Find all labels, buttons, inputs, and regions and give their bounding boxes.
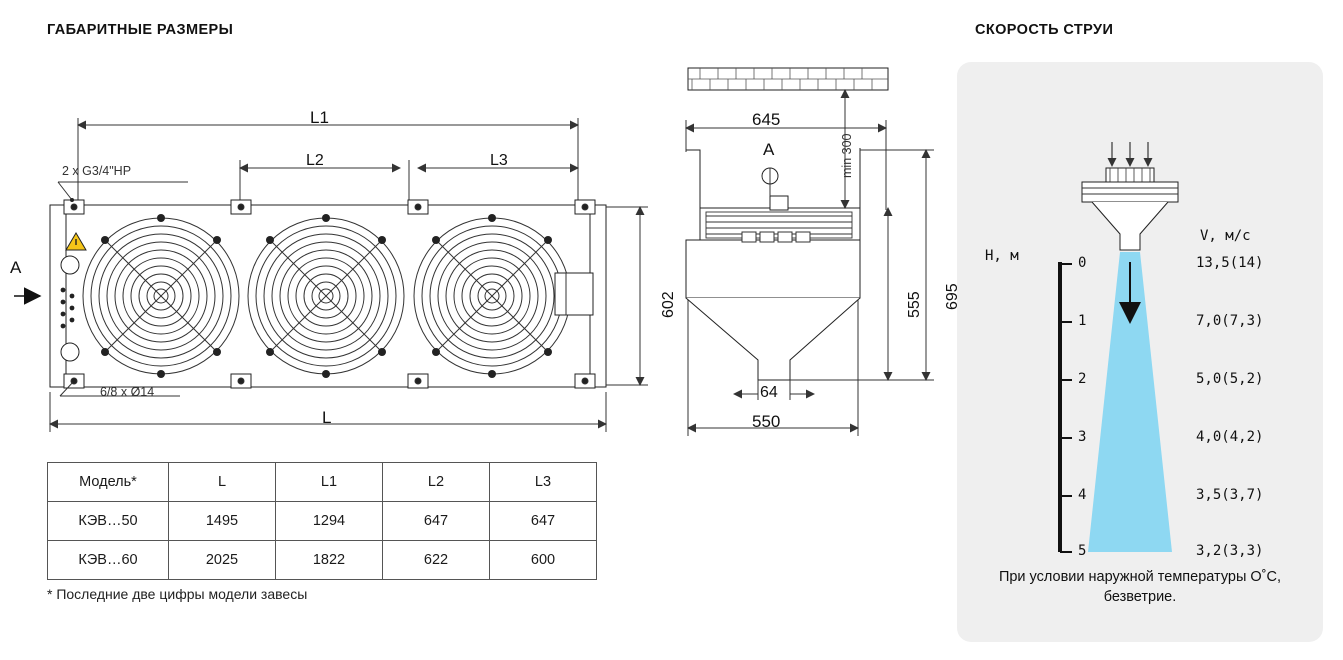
table-row [48, 541, 597, 580]
jet-h-tick-5: 5 [1078, 543, 1087, 559]
cell-l3: 647 [490, 502, 597, 541]
jet-v-value-4: 3,5(3,7) [1196, 487, 1264, 503]
table-row [48, 502, 597, 541]
label-height-695: 695 [944, 283, 961, 310]
jet-v-value-0: 13,5(14) [1196, 255, 1264, 271]
table-header-l1: L1 [276, 463, 383, 502]
cell-l1: 1294 [276, 502, 383, 541]
jet-conditions-note: При условии наружной температуры О˚С, безветрие. [998, 569, 1282, 605]
label-base-550: 550 [752, 412, 781, 431]
label-width-645: 645 [752, 110, 781, 129]
dimensions-table [47, 462, 597, 580]
jet-h-tick-4: 4 [1078, 487, 1087, 503]
table-header-model: Модель* [48, 463, 169, 502]
table-header-l3: L3 [490, 463, 597, 502]
jet-h-tick-3: 3 [1078, 429, 1087, 445]
jet-v-value-2: 5,0(5,2) [1196, 371, 1264, 387]
label-ports: 2 x G3/4"HP [62, 164, 132, 178]
label-L2: L2 [306, 152, 324, 169]
cell-model: КЭВ…60 [48, 541, 169, 580]
jet-v-value-3: 4,0(4,2) [1196, 429, 1264, 445]
dimensions-section-title: ГАБАРИТНЫЕ РАЗМЕРЫ [47, 22, 234, 38]
label-L1: L1 [310, 108, 329, 127]
cell-model: КЭВ…50 [48, 502, 169, 541]
cell-l2: 622 [383, 541, 490, 580]
jet-axis-h-label: H, м [985, 248, 1019, 264]
jet-h-tick-2: 2 [1078, 371, 1087, 387]
jet-v-value-5: 3,2(3,3) [1196, 543, 1264, 559]
jet-h-tick-1: 1 [1078, 313, 1087, 329]
label-L3: L3 [490, 152, 508, 169]
label-holes: 6/8 x Ø14 [100, 385, 155, 399]
label-nozzle-64: 64 [760, 384, 778, 401]
table-header-l2: L2 [383, 463, 490, 502]
cell-l: 1495 [169, 502, 276, 541]
label-height-555: 555 [906, 291, 923, 318]
label-L: L [322, 408, 332, 427]
label-min-300: min 300 [840, 133, 854, 178]
jet-v-value-1: 7,0(7,3) [1196, 313, 1264, 329]
cell-l2: 647 [383, 502, 490, 541]
cell-l: 2025 [169, 541, 276, 580]
table-header-row [48, 463, 597, 502]
label-section-a-side: A [763, 140, 775, 159]
cell-l3: 600 [490, 541, 597, 580]
table-footnote: * Последние две цифры модели завесы [47, 586, 308, 602]
label-section-a-front: A [10, 258, 22, 277]
jet-speed-section-title: СКОРОСТЬ СТРУИ [975, 22, 1114, 38]
jet-axis-v-label: V, м/с [1200, 228, 1251, 244]
cell-l1: 1822 [276, 541, 383, 580]
table-header-l: L [169, 463, 276, 502]
jet-h-tick-0: 0 [1078, 255, 1087, 271]
label-height-602: 602 [660, 291, 677, 318]
